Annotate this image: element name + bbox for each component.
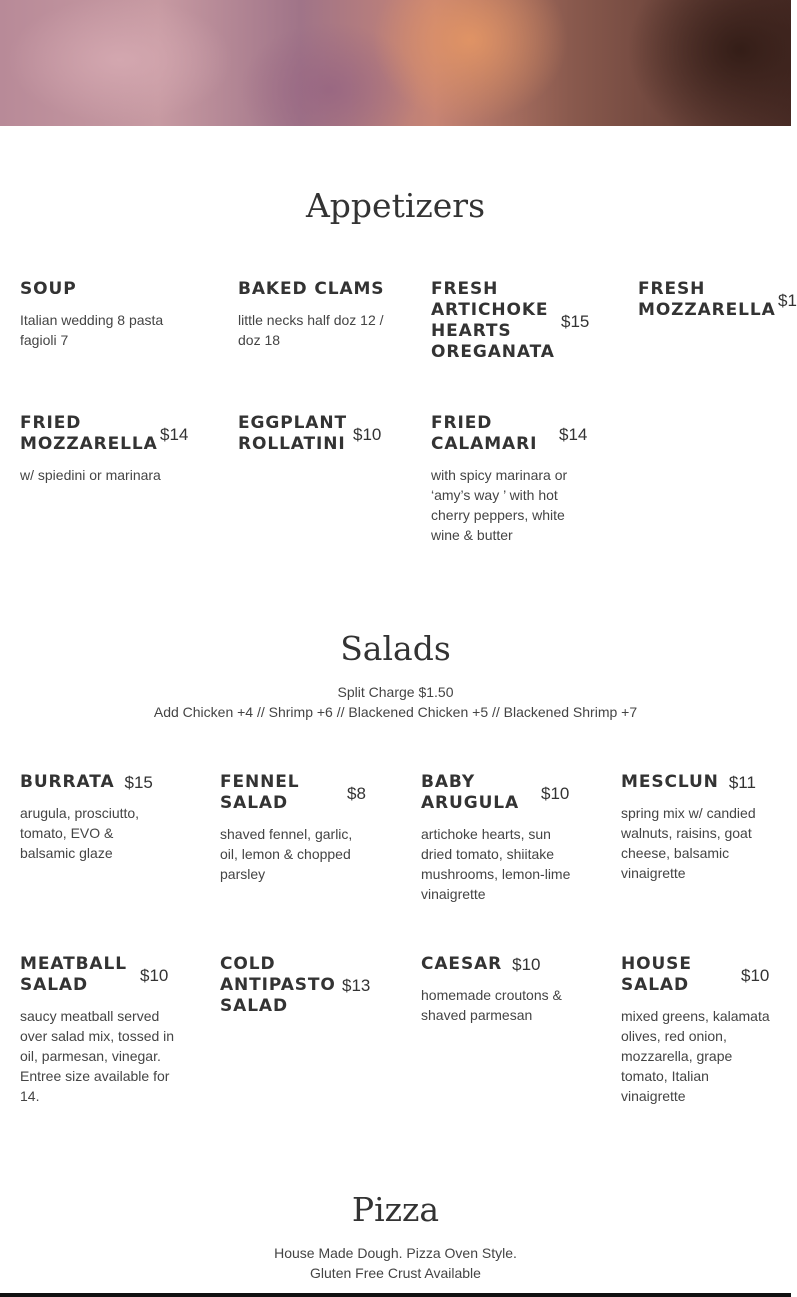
item-name: BABY ARUGULA	[421, 772, 520, 813]
item-name: CAESAR	[421, 954, 503, 974]
salads-split-charge-note: Split Charge $1.50	[337, 684, 454, 700]
item-price: $15	[561, 311, 590, 331]
item-name: MEATBALL SALAD	[20, 954, 127, 995]
item-name: EGGPLANT ROLLATINI	[238, 413, 347, 454]
item-name: FRIED MOZZARELLA	[20, 413, 158, 454]
menu-item-fried-mozzarella	[20, 413, 200, 485]
menu-item-caesar	[421, 954, 581, 1025]
menu-item-baby-arugula	[421, 772, 586, 904]
item-name: FRESH MOZZARELLA	[638, 279, 776, 320]
item-description: Italian wedding 8 pasta fagioli 7	[20, 312, 164, 348]
item-description: little necks half doz 12 / doz 18	[238, 312, 384, 348]
item-price: $10	[140, 965, 169, 985]
pizza-gluten-free-note: Gluten Free Crust Available	[310, 1265, 481, 1281]
menu-item-house-salad	[621, 954, 781, 1106]
menu-item-meatball-salad	[20, 954, 185, 1106]
item-price: $10	[512, 955, 541, 974]
item-description: mixed greens, kalamata olives, red onion, mozzarella, grape tomato, Italian vinaigrette	[621, 1008, 770, 1104]
item-price: $13	[342, 976, 371, 995]
menu-item-fennel-salad	[220, 772, 380, 884]
item-description: with spicy marinara or ‘amy’s way ’ with hot cherry peppers, white wine & butter	[431, 467, 568, 543]
pizza-heading: Pizza	[351, 1190, 440, 1229]
item-description: shaved fennel, garlic, oil, lemon & chopped parsley	[220, 826, 353, 882]
item-price: $1	[778, 290, 797, 310]
item-name: MESCLUN	[621, 772, 719, 792]
item-price: $10	[541, 783, 570, 803]
item-description: arugula, prosciutto, tomato, EVO & balsamic glaze	[20, 805, 140, 861]
item-name: BAKED CLAMS	[238, 279, 385, 299]
item-description: homemade croutons & shaved parmesan	[421, 987, 562, 1023]
item-price: $14	[559, 424, 588, 444]
item-name: FRIED CALAMARI	[431, 413, 538, 454]
item-description: artichoke hearts, sun dried tomato, shiitake mushrooms, lemon-lime vinaigrette	[421, 826, 571, 902]
hero-banner-image	[0, 0, 791, 126]
item-price: $15	[124, 773, 153, 792]
item-price: $8	[347, 783, 366, 803]
bottom-divider	[0, 1293, 791, 1297]
item-price: $11	[728, 773, 756, 792]
menu-item-fresh-mozzarella	[638, 279, 797, 321]
item-description: w/ spiedini or marinara	[20, 467, 161, 483]
item-name: SOUP	[20, 279, 77, 299]
menu-item-soup	[20, 279, 190, 350]
menu-item-artichoke-hearts	[431, 279, 601, 363]
menu-item-burrata	[20, 772, 180, 863]
pizza-dough-note: House Made Dough. Pizza Oven Style.	[274, 1245, 517, 1261]
menu-item-fried-calamari	[431, 413, 596, 545]
item-price: $10	[741, 965, 770, 985]
item-name: FRESH ARTICHOKE HEARTS OREGANATA	[431, 279, 555, 362]
item-name: BURRATA	[20, 772, 115, 792]
item-price: $10	[353, 424, 382, 444]
menu-item-cold-antipasto-salad	[220, 954, 390, 1017]
salads-heading: Salads	[340, 629, 451, 668]
item-description: saucy meatball served over salad mix, tossed in oil, parmesan, vinegar. Entree size available for 14.	[20, 1008, 175, 1104]
item-name: COLD ANTIPASTO SALAD	[220, 954, 336, 1016]
menu-item-eggplant-rollatini	[238, 413, 398, 455]
item-price: $14	[160, 424, 189, 444]
salads-add-ons-note: Add Chicken +4 // Shrimp +6 // Blackened Chicken +5 // Blackened Shrimp +7	[153, 704, 638, 720]
menu-item-baked-clams	[238, 279, 388, 350]
item-name: FENNEL SALAD	[220, 772, 300, 813]
appetizers-heading: Appetizers	[305, 186, 486, 225]
item-name: HOUSE SALAD	[621, 954, 692, 995]
item-description: spring mix w/ candied walnuts, raisins, goat cheese, balsamic vinaigrette	[621, 805, 756, 881]
menu-item-mesclun	[621, 772, 781, 883]
